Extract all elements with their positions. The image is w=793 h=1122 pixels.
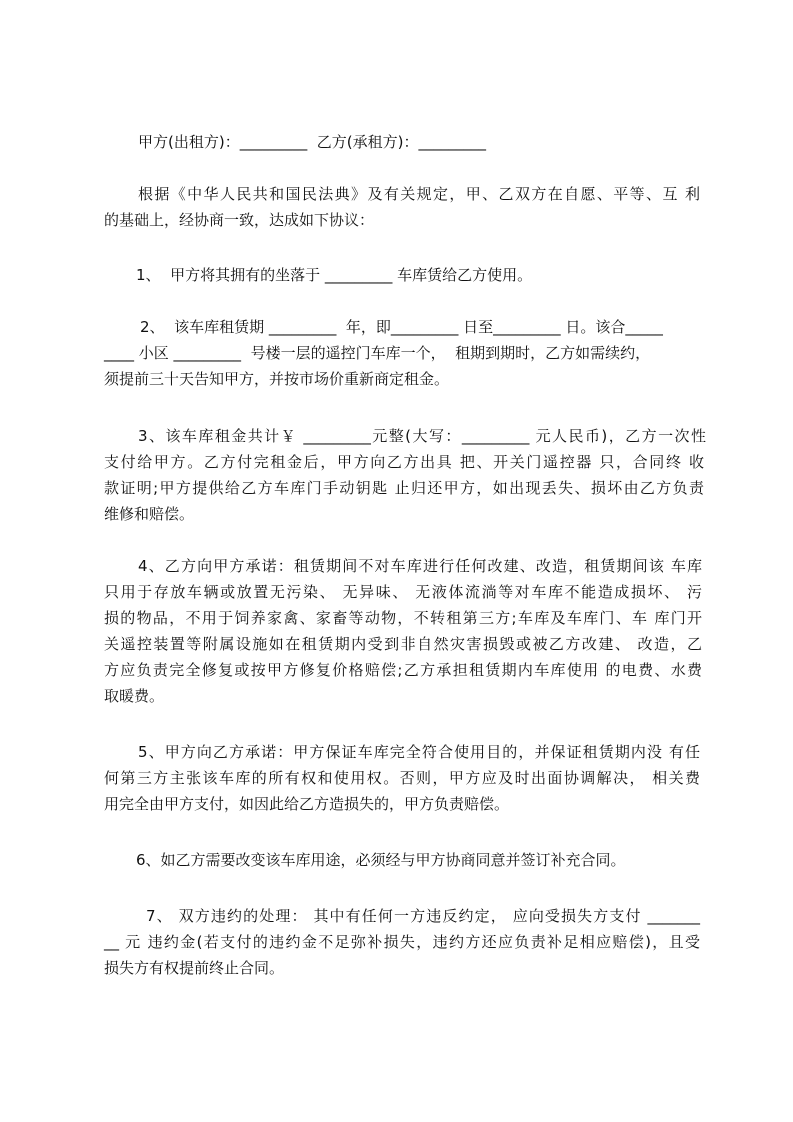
clause-3-line-2: 支付给甲方。乙方付完租金后，甲方向乙方出具 把、开关门遥控器 只，合同终 收 [104, 453, 704, 471]
clause-2-line-2: ____ 小区 _________ 号楼一层的遥控门车库一个， 租期到期时，乙方如需续约， [104, 344, 651, 362]
clause-1-line-1: 1、 甲方将其拥有的坐落于 _________ 车库赁给乙方使用。 [136, 266, 533, 284]
clause-3-line-1: 3、该车库租金共计￥ _________元整(大写：_________ 元人民币)，乙方一次性 [138, 427, 706, 445]
parties-line: 甲方(出租方)：_________ 乙方(承租方)：_________ [138, 133, 486, 151]
clause-7-line-2: __ 元 违约金(若支付的违约金不足弥补损失，违约方还应负责补足相应赔偿)，且受 [104, 933, 700, 951]
clause-4-line-2: 只用于存放车辆或放置无污染、 无异味、 无液体流淌等对车库不能造成损坏、 污 [104, 583, 702, 601]
clause-7-line-1: 7、 双方违约的处理： 其中有任何一方违反约定， 应向受损失方支付 _______ [146, 907, 700, 925]
clause-5-line-3: 用完全由甲方支付，如因此给乙方造损失的，甲方负责赔偿。 [104, 795, 510, 813]
clause-4-line-5: 方应负责完全修复或按甲方修复价格赔偿;乙方承担租赁期内车库使用 的电费、水费 [104, 661, 702, 679]
clause-3-line-3: 款证明;甲方提供给乙方车库门手动钥匙 止归还甲方，如出现丢失、损坏由乙方负责 [104, 479, 704, 497]
clause-5-line-1: 5、甲方向乙方承诺：甲方保证车库完全符合使用目的，并保证租赁期内没 有任 [138, 743, 700, 761]
clause-2-line-3: 须提前三十天告知甲方，并按市场价重新商定租金。 [104, 370, 450, 388]
intro-line-2: 的基础上，经协商一致，达成如下协议： [104, 211, 375, 229]
clause-4-line-6: 取暖费。 [104, 687, 165, 705]
clause-4-line-1: 4、乙方向甲方承诺：租赁期间不对车库进行任何改建、改造，租赁期间该 车库 [138, 557, 702, 575]
clause-4-line-4: 关遥控装置等附属设施如在租赁期内受到非自然灾害损毁或被乙方改建、 改造，乙 [104, 635, 702, 653]
intro-line-1: 根据《中华人民共和国民法典》及有关规定，甲、乙双方在自愿、平等、互 利 [138, 185, 700, 203]
clause-7-line-3: 损失方有权提前终止合同。 [104, 959, 285, 977]
clause-4-line-3: 损的物品，不用于饲养家禽、家畜等动物，不转租第三方;车库及车库门、车 库门开 [104, 609, 702, 627]
clause-2-line-1: 2、 该车库租赁期 _________ 年，即_________ 日至_________ 日。该合_____ [140, 318, 663, 336]
clause-6-line-1: 6、如乙方需要改变该车库用途，必须经与甲方协商同意并签订补充合同。 [136, 851, 626, 869]
clause-5-line-2: 何第三方主张该车库的所有权和使用权。否则，甲方应及时出面协调解决， 相关费 [104, 769, 700, 787]
clause-3-line-4: 维修和赔偿。 [104, 505, 195, 523]
